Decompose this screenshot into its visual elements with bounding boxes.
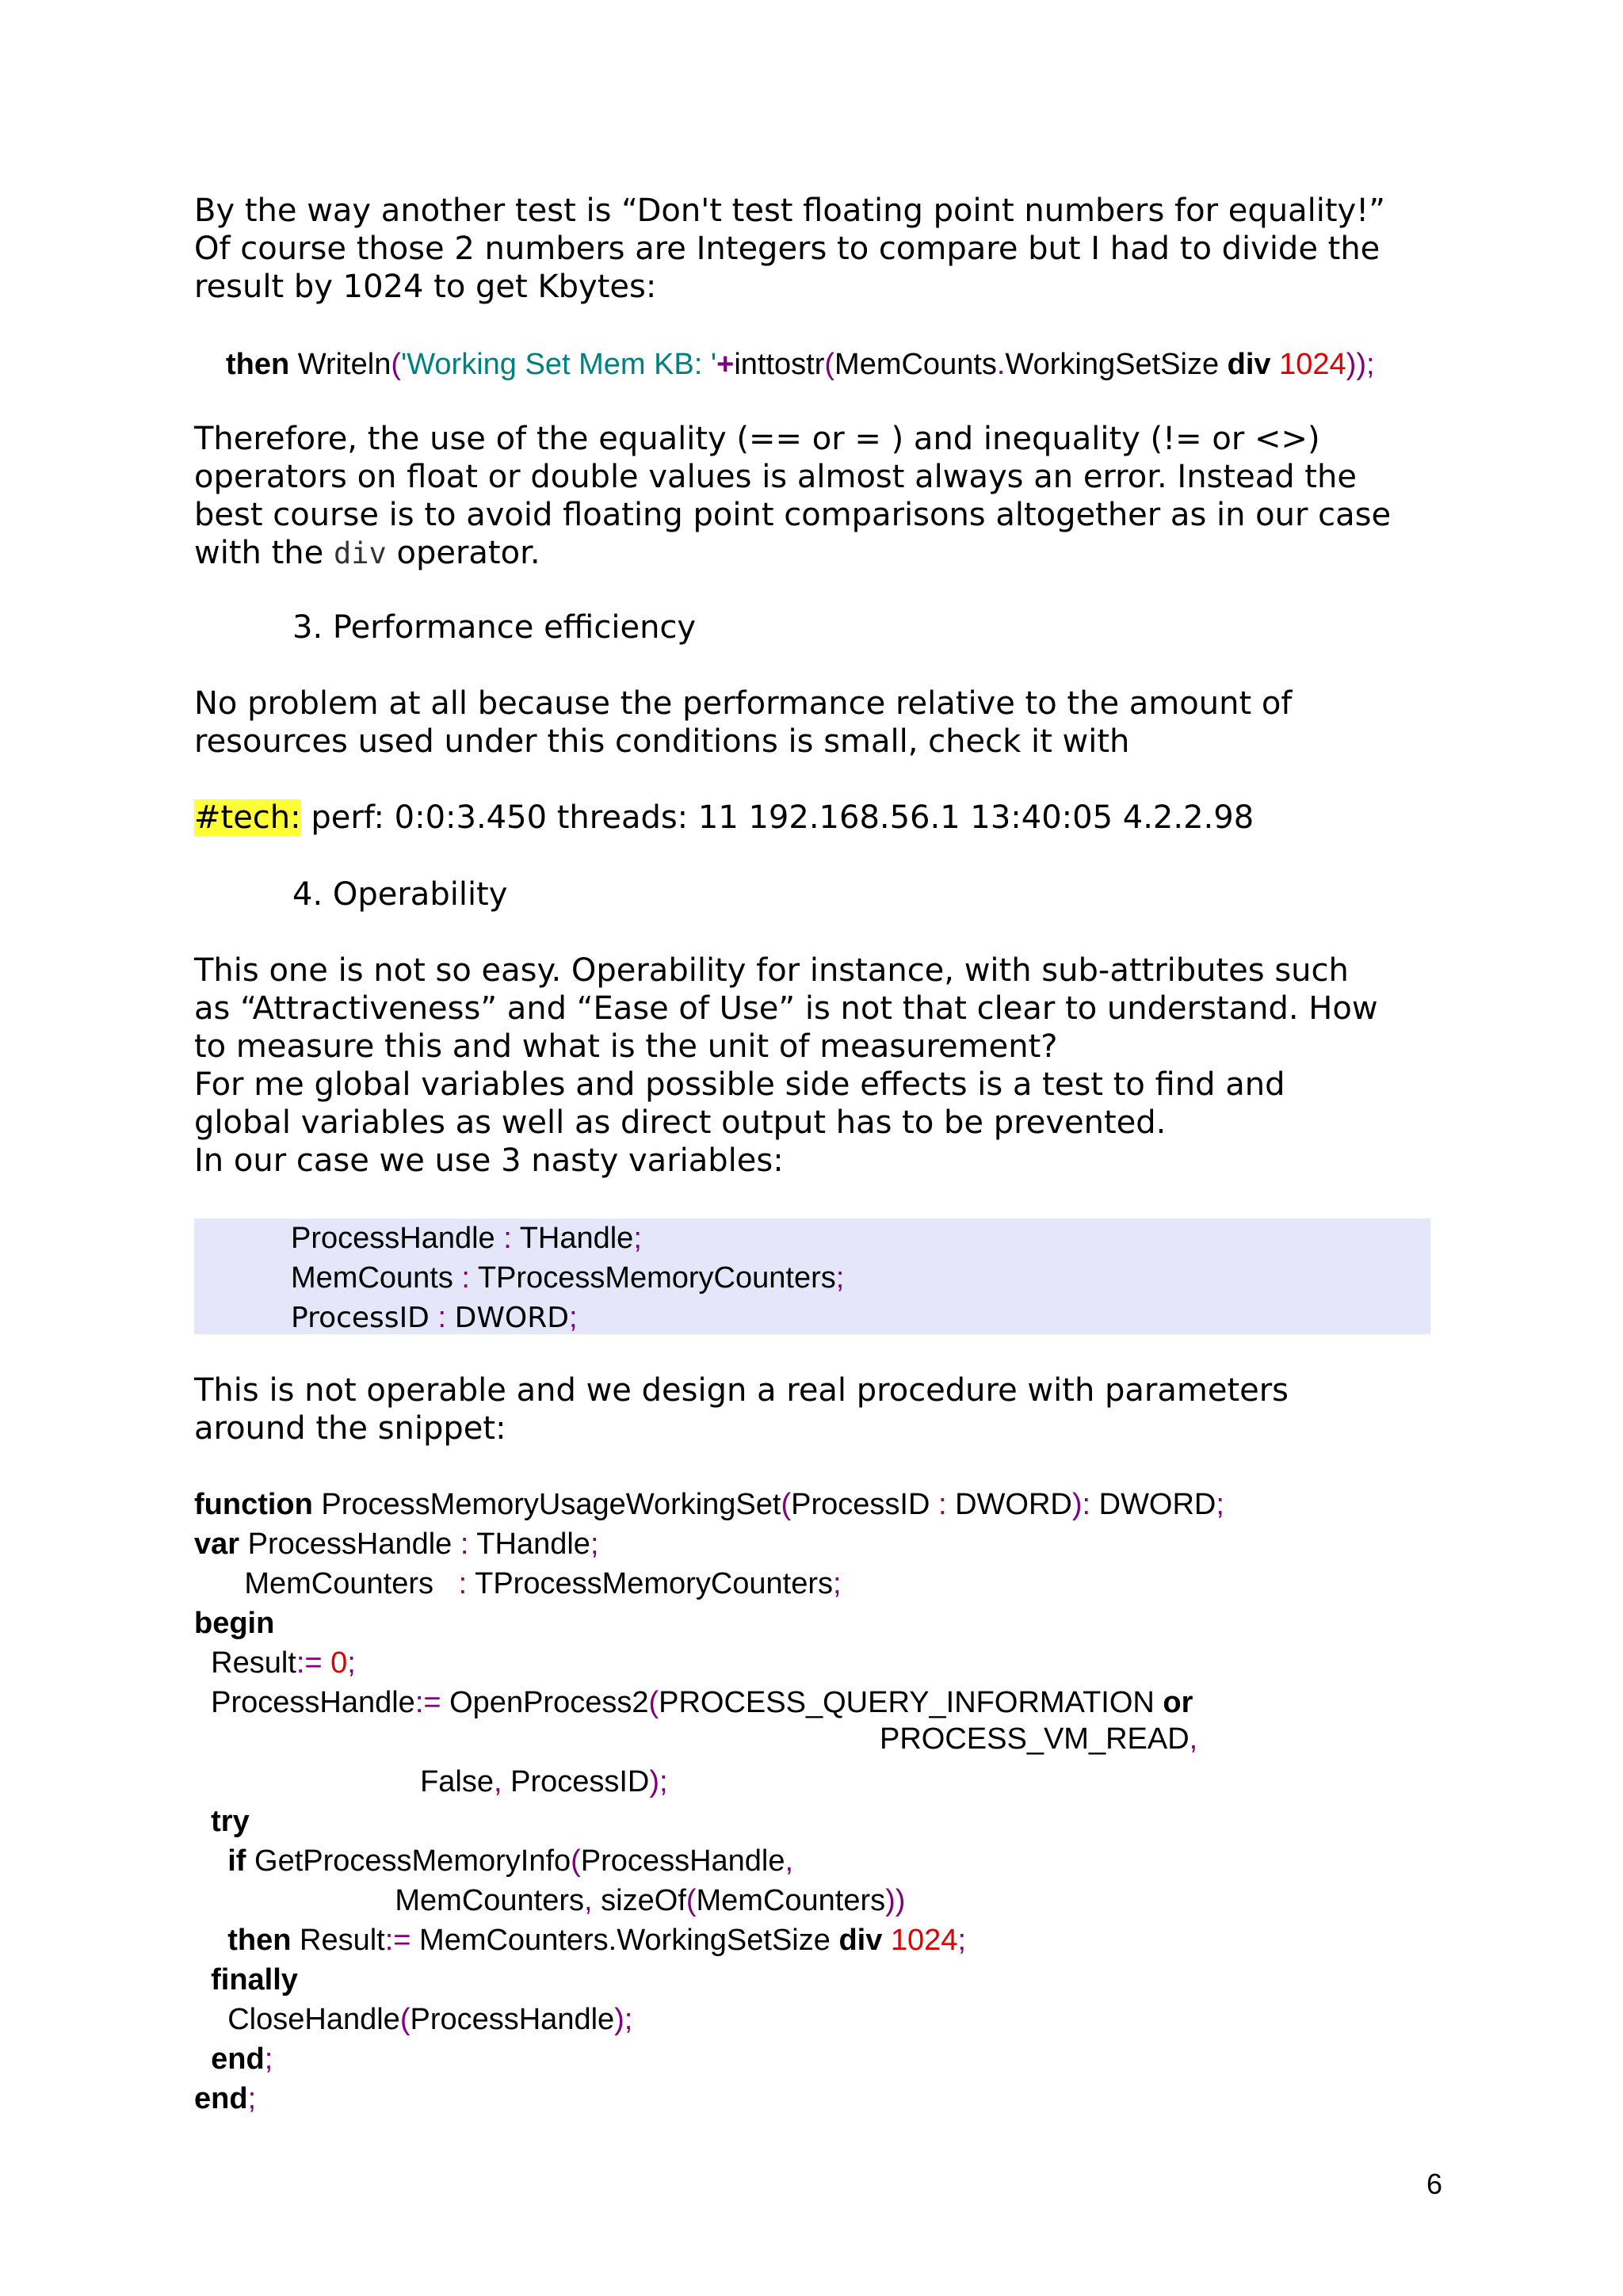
identifier: ProcessHandle [580,1844,785,1878]
identifier: MemCounts [834,348,997,381]
punct: ( [571,1844,581,1878]
line: Of course those 2 numbers are Integers to compare but I had to divide the [194,231,1381,267]
identifier: ProcessID [791,1488,938,1521]
paragraph-procedure-intro [194,1371,1438,1447]
punct: ( [399,2003,411,2036]
keyword-div: div [1227,348,1271,381]
keyword-then: then [226,348,290,381]
punct: ( [824,348,835,381]
identifier: PROCESS_VM_READ [880,1722,1190,1756]
keyword: if [227,1844,246,1878]
line: as “Attractiveness” and “Ease of Use” is not that clear to understand. How [194,990,1378,1027]
identifier: PROCESS_QUERY_INFORMATION [659,1686,1163,1719]
identifier: Result [211,1646,296,1680]
number-literal: 1024 [1279,348,1346,381]
identifier: THandle [468,1527,590,1561]
punct: ; [264,2042,273,2076]
punct: ( [781,1488,792,1521]
paragraph-equality-operators [194,420,1438,573]
punct: ; [568,1301,578,1334]
tech-highlight-tag: #tech: [194,799,301,836]
punct: , [1189,1722,1198,1756]
line: By the way another test is “Don't test floating point numbers for equality!” [194,193,1385,229]
line: Therefore, the use of the equality (== or = ) and inequality (!= or <>) [194,421,1320,457]
punct: := [384,1924,411,1957]
identifier: ProcessHandle [410,2003,615,2036]
punct: : [495,1222,520,1255]
punct: ( [391,348,401,381]
line: resources used under this conditions is small, check it with [194,723,1130,760]
line: around the snippet: [194,1410,506,1447]
heading-operability: 4. Operability [292,876,508,913]
var-type: THandle [519,1222,634,1255]
line: For me global variables and possible side effects is a test to find and [194,1066,1285,1103]
function-code-block [194,1485,1224,1722]
tech-perf-values: perf: 0:0:3.450 threads: 11 192.168.56.1 13:40:05 4.2.2.98 [300,799,1254,836]
punct: , [584,1884,593,1917]
identifier: MemCounters.WorkingSetSize [411,1924,839,1957]
function-code-block-2 [194,1762,966,2119]
punct: ; [247,2082,257,2115]
var-type: DWORD [454,1302,569,1334]
line: This one is not so easy. Operability for instance, with sub-attributes such [194,952,1349,989]
punct: , [785,1844,794,1878]
identifier: ProcessMemoryUsageWorkingSet [312,1488,781,1521]
punct: ); [614,2003,633,2036]
var-name: ProcessHandle [291,1222,495,1255]
paragraph-performance [194,685,1438,761]
identifier: Writeln [297,348,391,381]
line: with the [194,535,334,571]
line: This is not operable and we design a real procedure with parameters [194,1372,1289,1409]
keyword: function [194,1488,313,1521]
punct: ( [685,1884,697,1917]
punct: : [938,1488,947,1521]
variables-code [291,1219,844,1338]
string-literal: 'Working Set Mem KB: ' [400,348,717,381]
punct: := [414,1686,441,1719]
punct: := [296,1646,323,1680]
punct: ; [633,1222,642,1255]
line: In our case we use 3 nasty variables: [194,1142,784,1179]
keyword: or [1163,1686,1193,1719]
identifier: WorkingSetSize [1005,348,1228,381]
identifier: MemCounters [244,1567,459,1600]
keyword: var [194,1527,240,1561]
identifier: OpenProcess2 [441,1686,649,1719]
identifier: TProcessMemoryCounters [467,1567,834,1600]
punct: ; [347,1646,356,1680]
punct: , [493,1765,502,1798]
keyword: then [227,1924,292,1957]
punct: ; [957,1924,966,1957]
identifier: CloseHandle [227,2003,400,2036]
punct: : [458,1567,468,1600]
punct: ); [649,1765,668,1798]
keyword: end [211,2042,265,2076]
identifier: ProcessHandle [211,1686,415,1719]
punct: ): [1071,1488,1091,1521]
identifier: GetProcessMemoryInfo [246,1844,571,1878]
paragraph-equality-test [194,192,1438,306]
identifier: DWORD [946,1488,1072,1521]
line: operators on float or double values is almost always an error. Instead the [194,459,1357,495]
code-snippet-writeln [226,345,1375,384]
punct: ; [833,1567,842,1600]
keyword: finally [211,1963,298,1997]
paragraph-operability [194,952,1438,1180]
var-name: ProcessID [291,1302,430,1334]
function-code-continuation [880,1722,1197,1756]
punct: ; [590,1527,599,1561]
line: operator. [386,535,540,571]
identifier: DWORD [1090,1488,1216,1521]
keyword: begin [194,1607,275,1640]
line: global variables as well as direct output has to be prevented. [194,1104,1167,1141]
identifier: ProcessHandle [239,1527,460,1561]
punct: ; [835,1261,845,1295]
punct: . [996,348,1006,381]
inline-code-div: div [333,536,387,570]
identifier: MemCounters [696,1884,886,1917]
keyword: end [194,2082,248,2115]
number-literal: 0 [322,1646,348,1680]
heading-performance-efficiency: 3. Performance efficiency [292,609,697,646]
punct: : [460,1527,469,1561]
identifier: Result [291,1924,385,1957]
punct: : [429,1301,455,1334]
identifier: False [420,1765,494,1798]
identifier: MemCounters [395,1884,585,1917]
identifier: ProcessID [502,1765,650,1798]
punct: )) [885,1884,906,1917]
line: No problem at all because the performance relative to the amount of [194,685,1293,722]
punct: : [453,1261,478,1295]
punct: )); [1346,348,1375,381]
punct: ( [648,1686,659,1719]
line: best course is to avoid floating point comparisons altogether as in our case [194,497,1392,533]
punct: ; [1216,1488,1224,1521]
identifier: inttostr [734,348,825,381]
var-type: TProcessMemoryCounters [477,1261,836,1295]
identifier: sizeOf [592,1884,686,1917]
page-number: 6 [1426,2168,1442,2200]
keyword: div [838,1924,883,1957]
tech-perf-line [194,799,1438,837]
var-name: MemCounts [291,1261,453,1295]
keyword: try [211,1805,250,1838]
line: result by 1024 to get Kbytes: [194,269,657,305]
number-literal: 1024 [882,1924,958,1957]
line: to measure this and what is the unit of measurement? [194,1028,1058,1065]
operator: + [716,348,735,381]
